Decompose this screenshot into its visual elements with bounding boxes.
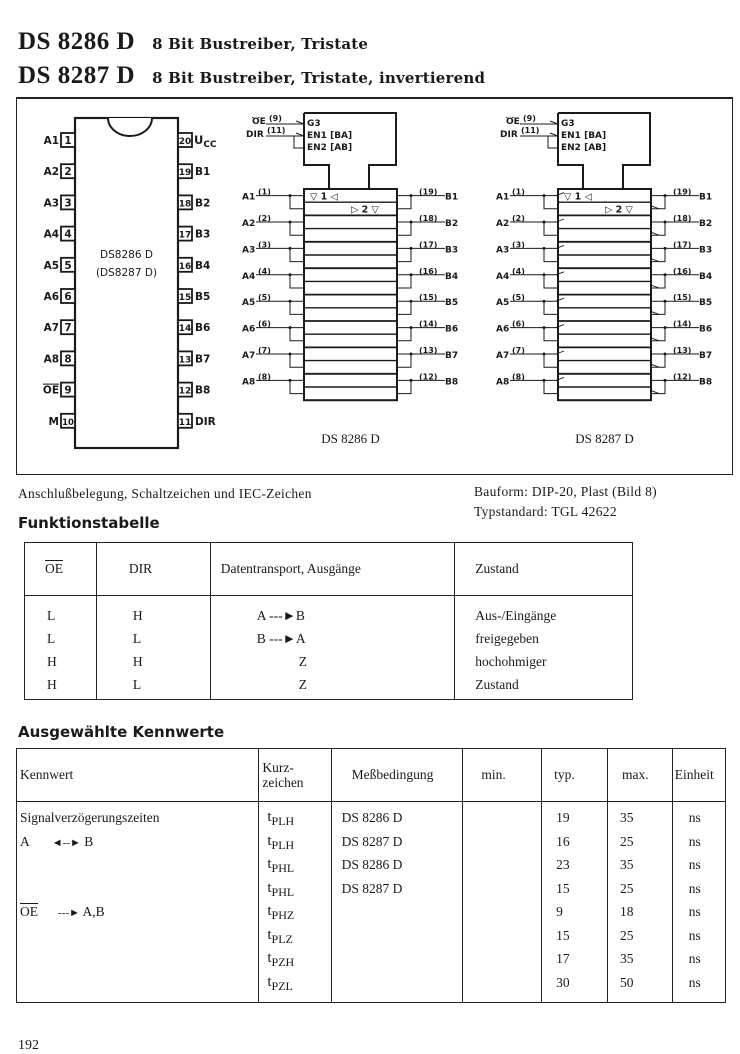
svg-text:13: 13 xyxy=(178,355,192,366)
table-row xyxy=(25,650,633,673)
value-typ: 15 xyxy=(556,880,570,896)
value-unit: ns xyxy=(688,880,701,896)
value-max: 35 xyxy=(619,810,634,825)
value-symbol: $t_{PZH}$ xyxy=(267,950,295,969)
svg-text:(18): (18) xyxy=(419,214,438,223)
svg-text:A6: A6 xyxy=(496,324,510,335)
svg-text:A3: A3 xyxy=(242,245,256,256)
dip-pinout xyxy=(43,118,217,448)
part-code: DS 8286 D xyxy=(18,28,136,55)
svg-text:(6): (6) xyxy=(512,319,525,329)
svg-text:B8: B8 xyxy=(699,377,713,388)
iec-symbol-ds8286 xyxy=(242,113,458,446)
svg-text:B6: B6 xyxy=(699,324,713,335)
part-code: DS 8287 D xyxy=(18,62,136,89)
svg-text:(12): (12) xyxy=(673,372,692,382)
symbol-cell xyxy=(259,802,331,1003)
svg-text:(18): (18) xyxy=(673,214,692,223)
typ-cell xyxy=(542,802,608,1003)
value-condition: DS 8286 D xyxy=(341,857,403,872)
value-unit: ns xyxy=(688,810,701,825)
value-unit: ns xyxy=(688,974,701,990)
svg-text:B2: B2 xyxy=(195,197,211,210)
svg-text:B5: B5 xyxy=(699,298,713,309)
header-state: Zustand xyxy=(455,543,633,596)
svg-text:A3: A3 xyxy=(496,245,510,256)
svg-text:A8: A8 xyxy=(496,377,510,388)
svg-text:(14): (14) xyxy=(673,319,692,329)
min-cell xyxy=(463,802,542,1003)
svg-text:EN1 [BA]: EN1 [BA] xyxy=(307,131,353,141)
svg-text:A6: A6 xyxy=(242,324,256,335)
svg-text:(7): (7) xyxy=(512,346,525,355)
svg-text:(6): (6) xyxy=(258,319,271,329)
chip-label-alt: (DS8287 D) xyxy=(95,267,158,279)
svg-text:B7: B7 xyxy=(699,351,713,361)
unit-cell xyxy=(672,802,725,1003)
svg-text:5: 5 xyxy=(64,259,72,272)
value-min xyxy=(477,900,541,924)
svg-text:20: 20 xyxy=(178,137,192,147)
svg-text:B5: B5 xyxy=(195,291,211,303)
svg-text:(13): (13) xyxy=(419,346,438,355)
svg-text:11: 11 xyxy=(178,417,192,428)
value-typ: 15 xyxy=(556,927,570,943)
value-typ: 9 xyxy=(556,904,563,919)
svg-text:A7: A7 xyxy=(43,322,59,335)
svg-text:(9): (9) xyxy=(523,114,536,123)
figure-diagrams xyxy=(0,0,740,480)
value-condition xyxy=(342,971,463,995)
svg-text:2: 2 xyxy=(64,166,72,179)
value-max: 18 xyxy=(619,904,634,919)
svg-text:A4: A4 xyxy=(242,271,256,282)
svg-text:6: 6 xyxy=(64,291,72,303)
svg-text:A6: A6 xyxy=(43,291,59,303)
svg-text:B2: B2 xyxy=(445,219,459,229)
value-typ: 19 xyxy=(556,810,570,825)
svg-text:3: 3 xyxy=(64,197,72,210)
value-condition: DS 8287 D xyxy=(341,880,403,896)
cell-transport: A ---►B xyxy=(210,596,455,628)
svg-text:12: 12 xyxy=(178,386,192,397)
svg-text:B4: B4 xyxy=(195,259,211,272)
chip-label: DS8286 D xyxy=(100,249,153,261)
svg-text:A2: A2 xyxy=(496,219,510,229)
svg-text:A4: A4 xyxy=(43,228,59,241)
kennwert-cell xyxy=(17,802,259,1003)
value-unit: ns xyxy=(688,904,701,919)
svg-text:(17): (17) xyxy=(419,240,438,250)
svg-text:(12): (12) xyxy=(419,372,438,382)
cell-dir: H xyxy=(96,650,210,673)
value-symbol: $t_{PHL}$ xyxy=(267,856,295,875)
svg-text:(2): (2) xyxy=(258,214,271,223)
svg-text:B6: B6 xyxy=(445,324,459,335)
svg-text:14: 14 xyxy=(178,324,192,335)
value-min xyxy=(477,853,541,877)
group-signal-delay: Signalverzögerungszeiten xyxy=(20,810,160,825)
svg-text:(11): (11) xyxy=(267,126,286,135)
svg-text:(11): (11) xyxy=(521,126,540,135)
svg-text:OE: OE xyxy=(252,117,266,127)
svg-text:(8): (8) xyxy=(258,372,271,382)
value-symbol: $t_{PLZ}$ xyxy=(267,926,293,946)
svg-text:B1: B1 xyxy=(195,166,211,179)
value-symbol: $t_{PLH}$ xyxy=(267,809,295,828)
svg-text:B7: B7 xyxy=(445,351,459,361)
value-max: 25 xyxy=(619,927,634,943)
value-typ: 30 xyxy=(556,974,570,990)
svg-text:15: 15 xyxy=(178,293,192,303)
value-min xyxy=(477,924,541,948)
svg-text:(15): (15) xyxy=(419,293,438,303)
svg-text:A7: A7 xyxy=(496,351,510,361)
svg-text:7: 7 xyxy=(64,322,72,335)
part-description: 8 Bit Bustreiber, Tristate xyxy=(152,35,369,53)
value-min xyxy=(477,830,541,854)
value-typ: 23 xyxy=(556,857,570,872)
svg-text:▷ 2 ▽: ▷ 2 ▽ xyxy=(351,204,379,216)
svg-text:(9): (9) xyxy=(269,114,282,123)
page-number: 192 xyxy=(18,1038,39,1053)
header-kennwert: Kennwert xyxy=(17,749,259,802)
svg-text:(4): (4) xyxy=(512,266,525,276)
svg-text:▽ 1 ◁: ▽ 1 ◁ xyxy=(564,191,592,203)
svg-text:EN2 [AB]: EN2 [AB] xyxy=(561,143,607,153)
value-min xyxy=(477,806,541,830)
value-min xyxy=(477,947,541,971)
condition-cell xyxy=(331,802,463,1003)
svg-text:(14): (14) xyxy=(419,319,438,329)
svg-text:G3: G3 xyxy=(561,119,575,129)
svg-text:DIR: DIR xyxy=(246,130,264,140)
svg-text:B1: B1 xyxy=(699,192,713,203)
svg-text:B1: B1 xyxy=(445,192,459,203)
svg-text:(1): (1) xyxy=(512,187,525,197)
cell-dir: H xyxy=(96,596,210,628)
svg-text:(1): (1) xyxy=(258,187,271,197)
svg-text:(15): (15) xyxy=(673,293,692,303)
characteristics-title: Ausgewählte Kennwerte xyxy=(18,723,225,741)
svg-text:B6: B6 xyxy=(195,322,211,335)
iec-symbol-ds8287 xyxy=(496,113,712,446)
cell-state: Zustand xyxy=(455,673,633,700)
svg-text:B4: B4 xyxy=(445,271,459,282)
group-a-b: A ◄--► B xyxy=(20,833,94,849)
svg-text:(19): (19) xyxy=(419,187,438,197)
value-unit: ns xyxy=(688,857,701,872)
svg-text:(5): (5) xyxy=(512,293,525,303)
svg-text:A3: A3 xyxy=(43,197,59,210)
header-messbedingung: Meßbedingung xyxy=(331,749,463,802)
cell-dir: L xyxy=(96,673,210,700)
header-dir: DIR xyxy=(96,543,210,596)
table-row xyxy=(25,627,633,650)
svg-text:A8: A8 xyxy=(242,377,256,388)
svg-text:(13): (13) xyxy=(673,346,692,355)
value-unit: ns xyxy=(688,927,701,943)
svg-text:B3: B3 xyxy=(445,245,459,256)
svg-text:G3: G3 xyxy=(307,119,321,129)
svg-text:A1: A1 xyxy=(496,192,510,203)
value-symbol: $t_{PZL}$ xyxy=(267,973,293,993)
value-max: 50 xyxy=(619,974,634,990)
svg-text:OE: OE xyxy=(506,117,520,127)
svg-text:(19): (19) xyxy=(673,187,692,197)
header-max: max. xyxy=(607,749,672,802)
cell-oe: L xyxy=(25,627,97,650)
svg-text:DIR: DIR xyxy=(500,130,518,140)
svg-text:(8): (8) xyxy=(512,372,525,382)
value-condition: DS 8287 D xyxy=(341,833,403,849)
value-max: 25 xyxy=(619,880,634,896)
svg-text:(4): (4) xyxy=(258,266,271,276)
svg-text:DS 8286 D: DS 8286 D xyxy=(321,431,380,446)
cell-oe: H xyxy=(25,673,97,700)
svg-text:18: 18 xyxy=(178,199,192,210)
svg-text:UCC: $U_{CC}$ xyxy=(194,133,217,150)
header-transport: Datentransport, Ausgänge xyxy=(210,543,455,596)
svg-text:B3: B3 xyxy=(699,245,713,256)
svg-text:9: 9 xyxy=(64,384,72,397)
value-condition xyxy=(342,947,463,971)
value-max: 35 xyxy=(619,857,634,872)
header-einheit: Einheit xyxy=(672,749,725,802)
svg-text:B2: B2 xyxy=(699,219,713,229)
svg-text:B3: B3 xyxy=(195,228,211,241)
svg-text:A7: A7 xyxy=(242,351,256,361)
value-unit: ns xyxy=(688,833,701,849)
value-symbol: $t_{PLH}$ xyxy=(267,832,295,852)
cell-transport: Z xyxy=(210,650,455,673)
value-symbol: $t_{PHZ}$ xyxy=(267,903,295,922)
svg-text:10: 10 xyxy=(62,417,74,428)
cell-transport: Z xyxy=(210,673,455,700)
svg-text:A2: A2 xyxy=(242,219,256,229)
svg-text:OE: OE xyxy=(42,384,59,397)
svg-text:▽ 1 ◁: ▽ 1 ◁ xyxy=(310,191,338,203)
cell-dir: L xyxy=(96,627,210,650)
svg-text:(3): (3) xyxy=(512,240,525,250)
cell-transport: B ---►A xyxy=(210,627,455,650)
svg-text:8: 8 xyxy=(64,353,72,366)
part-description: 8 Bit Bustreiber, Tristate, invertierend xyxy=(152,69,486,87)
svg-text:(7): (7) xyxy=(258,346,271,355)
svg-text:EN1 [BA]: EN1 [BA] xyxy=(561,131,607,141)
figure-caption: Anschlußbelegung, Schaltzeichen und IEC-Zeichen xyxy=(18,486,312,501)
svg-text:17: 17 xyxy=(178,230,192,241)
svg-text:M: M xyxy=(48,415,59,428)
svg-text:DS 8287 D: DS 8287 D xyxy=(575,431,634,446)
header-oe: $\overline{OE}$ xyxy=(25,543,97,596)
svg-text:B4: B4 xyxy=(699,271,713,282)
cell-state: hochohmiger xyxy=(455,650,633,673)
header-min: min. xyxy=(463,749,542,802)
function-table-title: Funktionstabelle xyxy=(18,514,160,532)
value-condition xyxy=(342,900,463,924)
value-max: 25 xyxy=(619,833,634,849)
value-max: 35 xyxy=(619,951,634,966)
svg-text:1: 1 xyxy=(64,135,72,147)
svg-text:▷ 2 ▽: ▷ 2 ▽ xyxy=(605,204,633,216)
value-symbol: $t_{PHL}$ xyxy=(267,879,295,899)
svg-text:A5: A5 xyxy=(43,259,59,272)
value-min xyxy=(477,877,541,901)
svg-text:B8: B8 xyxy=(445,377,459,388)
cell-state: Aus-/Eingänge xyxy=(455,596,633,628)
table-row xyxy=(25,673,633,700)
svg-text:A5: A5 xyxy=(242,298,256,309)
value-min xyxy=(477,971,541,995)
svg-text:DIR: DIR xyxy=(195,415,216,428)
header-kurzzeichen: Kurz- zeichen xyxy=(259,749,331,802)
group-oe-ab: $\overline{OE}$ ---► A,B xyxy=(20,904,105,919)
value-unit: ns xyxy=(688,951,701,966)
cell-state: freigegeben xyxy=(455,627,633,650)
svg-text:A4: A4 xyxy=(496,271,510,282)
svg-text:A1: A1 xyxy=(43,135,59,147)
svg-text:A8: A8 xyxy=(43,353,59,366)
cell-oe: H xyxy=(25,650,97,673)
max-cell xyxy=(607,802,672,1003)
header-typ: typ. xyxy=(542,749,608,802)
cell-oe: L xyxy=(25,596,97,628)
svg-text:4: 4 xyxy=(64,228,72,241)
value-condition xyxy=(342,924,463,948)
svg-text:(3): (3) xyxy=(258,240,271,250)
svg-text:16: 16 xyxy=(178,261,192,272)
standard-info: Typstandard: TGL 42622 xyxy=(474,504,617,519)
svg-text:(16): (16) xyxy=(419,266,438,276)
svg-text:(2): (2) xyxy=(512,214,525,223)
svg-text:B5: B5 xyxy=(445,298,459,309)
table-row xyxy=(25,596,633,628)
value-condition: DS 8286 D xyxy=(341,810,403,825)
svg-text:19: 19 xyxy=(178,168,192,179)
svg-text:(5): (5) xyxy=(258,293,271,303)
svg-text:A5: A5 xyxy=(496,298,510,309)
svg-text:A1: A1 xyxy=(242,192,256,203)
svg-text:EN2 [AB]: EN2 [AB] xyxy=(307,143,353,153)
svg-text:B7: B7 xyxy=(195,353,211,366)
characteristics-table xyxy=(16,748,726,1003)
package-info: Bauform: DIP-20, Plast (Bild 8) xyxy=(474,484,657,499)
function-table xyxy=(24,542,633,700)
characteristics-body xyxy=(17,802,726,1003)
svg-text:A2: A2 xyxy=(43,166,59,179)
svg-text:(17): (17) xyxy=(673,240,692,250)
svg-text:(16): (16) xyxy=(673,266,692,276)
value-typ: 17 xyxy=(556,951,570,966)
value-typ: 16 xyxy=(556,833,570,849)
svg-text:B8: B8 xyxy=(195,384,211,397)
